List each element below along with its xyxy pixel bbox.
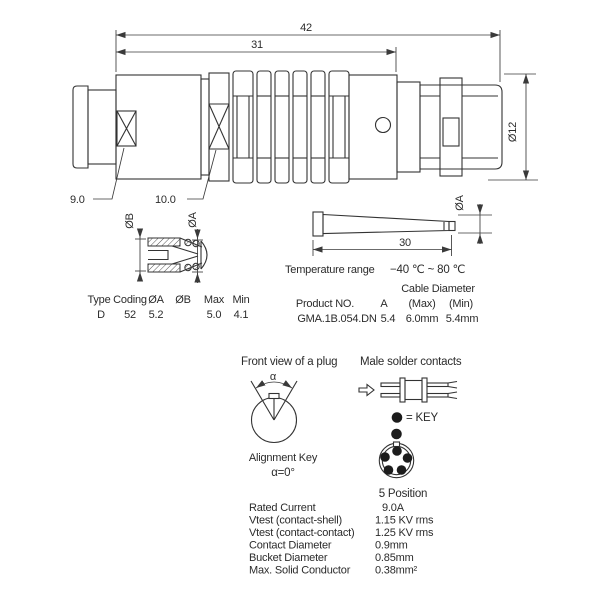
key-position-dot [391,429,402,440]
collet-wall-bottom [148,264,180,272]
contacts-diagram [359,356,462,500]
solder-contact-drawing [381,378,457,402]
insert-key-notch [394,442,400,447]
spec-label: Rated Current [249,502,316,514]
dim-front-length-label: 31 [251,39,263,51]
temperature-label: Temperature range [285,264,375,276]
right-arrow-icon [359,385,374,396]
rib [293,71,307,183]
type-table-header: Min [232,294,250,306]
position-count-label: 5 Position [378,488,428,500]
spec-value: 1.15 KV rms [375,514,434,527]
type-table-cell: D [97,309,105,321]
collet-spring-coil [185,239,191,245]
bend-relief-taper [323,215,449,234]
front-barrel [88,90,116,164]
rib [329,71,349,183]
product-table-header: Product NO. [295,298,355,310]
spec-label: Vtest (contact-contact) [249,527,355,539]
side-view-dimensions [70,22,538,206]
type-table-header: ØB [175,294,191,306]
type-table-header: Type [87,294,111,306]
spec-label: Max. Solid Conductor [249,564,351,577]
contact-pin [380,452,390,462]
type-table-cell: 52 [124,309,136,321]
product-min-cell: 5.4mm [445,313,479,325]
dim-body-diameter-label: Ø12 [507,121,519,143]
angle-symbol-label: α [269,371,277,383]
product-max-cell: 6.0mm [405,313,439,325]
rib [275,71,289,183]
spec-value: 1.25 KV rms [375,527,434,539]
type-table-cell: 4.1 [233,309,249,321]
product-table [296,283,479,325]
collet-spring-coil [193,263,199,269]
contact-pin [403,453,413,463]
mid-ring [201,79,209,175]
type-table [87,294,249,321]
product-table-header: A [380,298,388,310]
collet-view [124,211,207,283]
product-table-header: (Max) [408,298,436,310]
connector-side-view [73,71,502,183]
dim-collet-outer-label: ØB [124,213,136,229]
rear-step [397,82,420,172]
knurl-marker-front [117,111,136,146]
spec-label: Contact Diameter [249,539,332,552]
vent-hole [376,118,391,133]
collet-spring-coil [185,264,191,270]
spec-value: 9.0A [382,502,404,514]
spec-label: Vtest (contact-shell) [249,514,343,527]
key-legend-dot [392,412,403,423]
contact-pin [392,446,402,456]
dim-overall-length-label: 42 [300,22,312,34]
type-table-cell: 5.0 [206,309,222,321]
bend-relief-collar [313,212,323,236]
dim-grip-label: 10.0 [155,194,176,206]
temperature-value: −40 ℃ ~ 80 ℃ [390,264,466,276]
product-a-cell: 5.4 [380,313,396,325]
collet-spring-coil [193,240,199,246]
product-table-header: (Min) [448,298,474,310]
insert-face [379,442,413,478]
type-table-header: Coding [113,294,147,306]
key-legend-label: = KEY [406,412,438,424]
type-table-cell: 5.2 [148,309,164,321]
alignment-key-notch [269,394,279,399]
spec-value: 0.85mm [375,552,414,564]
dim-nut-label: 9.0 [70,194,85,206]
bend-relief-tip [449,222,455,231]
spec-label: Bucket Diameter [249,552,328,564]
bend-relief-view [313,194,492,256]
rib [311,71,325,183]
dim-bend-relief-tip-label: ØA [454,195,466,211]
alignment-key-caption: Alignment Key [248,452,318,464]
rib [257,71,271,183]
knurl-marker-grip [209,104,229,149]
front-view-title: Front view of a plug [241,356,338,368]
main-body [116,75,201,179]
contact-pin [397,465,407,475]
alignment-key-angle-value: α=0° [271,467,295,479]
type-table-header: ØA [148,294,164,306]
temperature-range-row [285,264,466,276]
type-table-header: Max [203,294,225,306]
spec-value: 0.38mm² [375,564,417,577]
product-number-cell: GMA.1B.054.DN [297,313,377,325]
dim-bend-relief-length-label: 30 [399,237,411,249]
cable-nut [420,85,502,169]
front-lip [73,86,88,168]
front-view-diagram [241,356,337,479]
collet-wall-top [148,238,180,246]
product-table-group-header: Cable Diameter [401,283,475,295]
rib [233,71,253,183]
rib-section [233,71,349,183]
spec-value: 0.9mm [375,539,408,552]
specs-list [249,502,434,577]
contact-pin [384,465,394,475]
nut-collar-window [443,118,459,146]
collet-cap [201,241,207,269]
contacts-title: Male solder contacts [360,356,462,368]
collet-slot [148,251,168,260]
dim-collet-inner-label: ØA [187,212,199,228]
